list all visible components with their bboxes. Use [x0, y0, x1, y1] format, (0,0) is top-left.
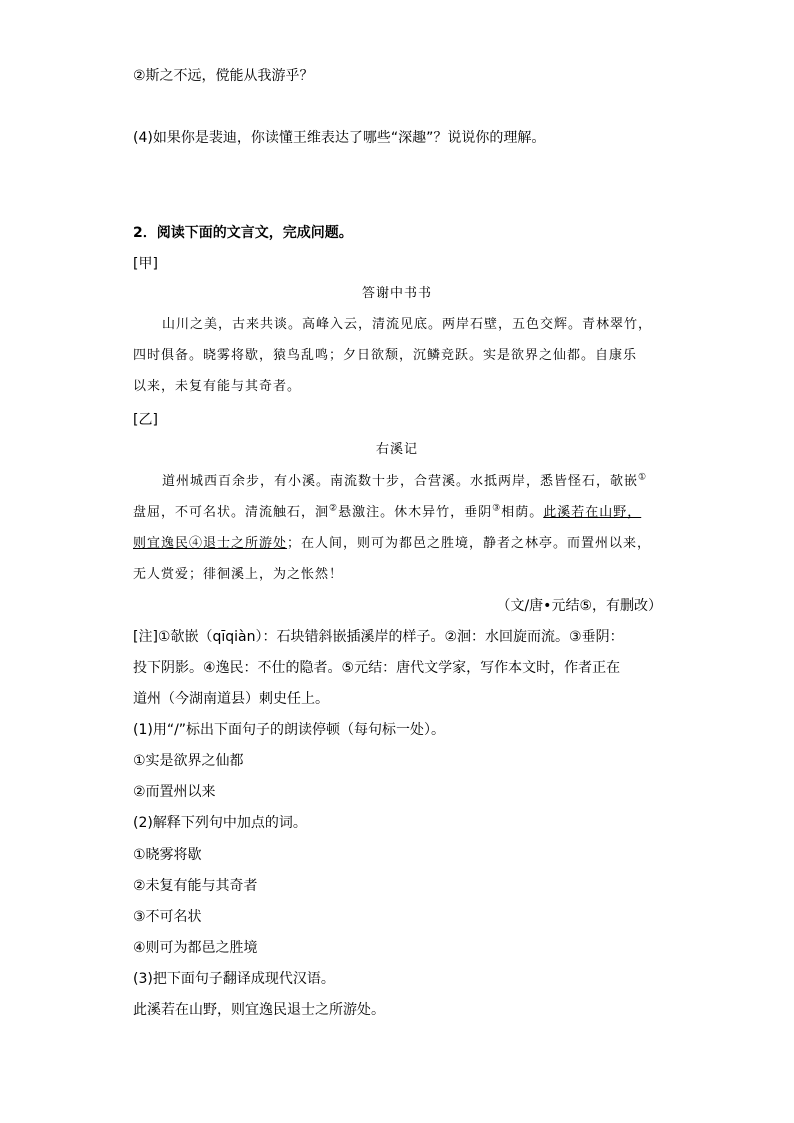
q2-subquestion-1: (1)用“/”标出下面句子的朗读停顿（每句标一处）。 [133, 722, 446, 738]
underlined-sentence-part-1: 此溪若在山野， [543, 505, 642, 520]
jia-line-2: 四时俱备。晓雾将歇，猿鸟乱鸣；夕日欲颓，沉鳞竞跃。实是欲界之仙都。自康乐 [133, 348, 638, 363]
sub2-item-1: ①晓雾将歇 [133, 847, 202, 863]
yi-line-4: 无人赏爱；徘徊溪上，为之怅然！ [133, 567, 344, 582]
yi-title: 右溪记 [375, 442, 418, 457]
footnote-marker-2: ② [329, 503, 339, 514]
note-line-3: 道州（今湖南道县）刺史任上。 [133, 691, 329, 707]
yi-line-2-text-c: 相荫。 [501, 505, 544, 520]
underlined-sentence-part-2: 则宜逸民④ [133, 536, 204, 551]
sub1-item-1: ①实是欲界之仙都 [133, 753, 244, 769]
footnote-marker-1: ① [638, 472, 648, 483]
jia-line-1: 山川之美，古来共谈。高峰入云，清流见底。两岸石壁，五色交辉。青林翠竹， [162, 317, 653, 332]
sub3-sentence: 此溪若在山野，则宜逸民退士之所游处。 [133, 1002, 385, 1018]
sub2-item-4: ④则可为都邑之胜境 [133, 940, 258, 956]
q2-header: 2．阅读下面的文言文，完成问题。 [133, 225, 353, 241]
q2-subquestion-2: (2)解释下列句中加点的词。 [133, 815, 307, 831]
q2-subquestion-3: (3)把下面句子翻译成现代汉语。 [133, 971, 335, 987]
yi-line-3 [133, 534, 651, 554]
yi-line-1-text: 道州城西百余步，有小溪。南流数十步，合营溪。水抵两岸，悉皆怪石，欹嵌 [162, 474, 639, 489]
underlined-sentence-part-3: 退士之所游处 [203, 536, 288, 551]
sub2-item-3: ③不可名状 [133, 909, 202, 925]
note-line-2: 投下阴影。④逸民：不仕的隐者。⑤元结：唐代文学家，写作本文时，作者正在 [133, 660, 621, 676]
yi-line-2-text-a: 盘屈，不可名状。清流触石，洄 [133, 505, 330, 520]
yi-line-1 [162, 472, 647, 492]
sub1-item-2: ②而置州以来 [133, 784, 216, 800]
q1-item-2: ②斯之不远，傥能从我游乎？ [133, 68, 314, 84]
source-attribution: （文/唐•元结⑤，有删改） [496, 598, 662, 614]
q1-subquestion-4: (4)如果你是裴迪，你读懂王维表达了哪些“深趣”？说说你的理解。 [133, 130, 546, 146]
jia-label: [甲] [133, 256, 158, 272]
footnote-marker-3: ③ [492, 503, 502, 514]
note-line-1: [注]①欹嵌（qīqiàn）：石块错斜嵌插溪岸的样子。②洄：水回旋而流。③垂阴： [133, 629, 624, 645]
yi-label: [乙] [133, 412, 158, 428]
yi-line-2-text-b: 悬激注。休木异竹，垂阴 [338, 505, 493, 520]
jia-title: 答谢中书书 [361, 286, 432, 301]
sub2-item-2: ②未复有能与其奇者 [133, 878, 258, 894]
jia-line-3: 以来，未复有能与其奇者。 [133, 379, 302, 394]
yi-line-3-text: ；在人间，则可为都邑之胜境，静者之林亭。而置州以来， [287, 536, 652, 551]
yi-line-2 [133, 503, 641, 523]
